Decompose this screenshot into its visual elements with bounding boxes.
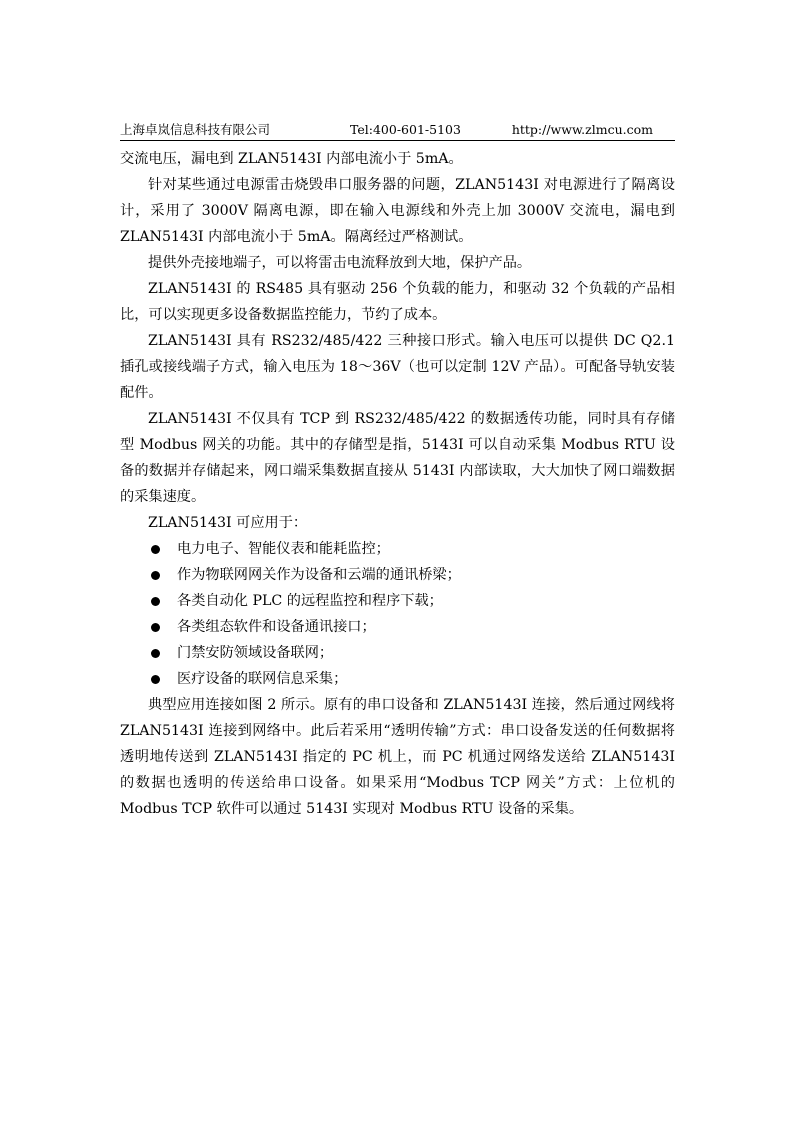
- header-website: http://www.zlmcu.com: [511, 122, 653, 137]
- paragraph-typical-application: 典型应用连接如图 2 所示。原有的串口设备和 ZLAN5143I 连接，然后通过网线将 ZLAN5143I 连接到网络中。此后若采用“透明传输”方式：串口设备发送的任何数据将透明地传送到 ZLAN5143I 指定的 PC 机上，而 PC 机通过网络发送给 ZLAN5143I 的数据也透明的传送给串口设备。如果采用“Modbus TCP 网关”方式：上位机的 Modbus TCP 软件可以通过 5143I 实现对 Modbus RTU 设备的采集。: [120, 697, 675, 817]
- list-item: [120, 562, 675, 588]
- document-body: [120, 146, 675, 822]
- list-item: [120, 614, 675, 640]
- paragraph-interfaces: ZLAN5143I 具有 RS232/485/422 三种接口形式。输入电压可以提供 DC Q2.1 插孔或接线端子方式，输入电压为 18～36V（也可以定制 12V 产品）。可配备导轨安装配件。: [120, 333, 675, 401]
- applications-list: [120, 536, 675, 692]
- list-item-text: 各类组态软件和设备通讯接口；: [177, 619, 376, 635]
- paragraph-applications-intro: ZLAN5143I 可应用于：: [148, 515, 308, 531]
- list-item: [120, 666, 675, 692]
- page-header: [120, 122, 675, 140]
- paragraph-isolation: 针对某些通过电源雷击烧毁串口服务器的问题，ZLAN5143I 对电源进行了隔离设计，采用了 3000V 隔离电源，即在输入电源线和外壳上加 3000V 交流电，漏电到 ZLAN5143I 内部电流小于 5mA。隔离经过严格测试。: [120, 177, 675, 245]
- header-telephone: Tel:400-601-5103: [350, 122, 461, 137]
- paragraph-grounding: 提供外壳接地端子，可以将雷击电流释放到大地，保护产品。: [148, 255, 532, 271]
- bullet-icon: [151, 649, 160, 658]
- list-item: [120, 588, 675, 614]
- list-item: [120, 640, 675, 666]
- list-item-text: 电力电子、智能仪表和能耗监控；: [177, 541, 390, 557]
- list-item: [120, 536, 675, 562]
- header-divider: [120, 140, 675, 141]
- header-company-name: 上海卓岚信息科技有限公司: [120, 122, 271, 137]
- bullet-icon: [151, 675, 160, 684]
- list-item-text: 作为物联网网关作为设备和云端的通讯桥梁；: [177, 567, 461, 583]
- paragraph-modbus: ZLAN5143I 不仅具有 TCP 到 RS232/485/422 的数据透传功能，同时具有存储型 Modbus 网关的功能。其中的存储型是指，5143I 可以自动采集 Modbus RTU 设备的数据并存储起来，网口端采集数据直接从 5143I 内部读取，大大加快了网口端数据的采集速度。: [120, 411, 675, 505]
- list-item-text: 医疗设备的联网信息采集；: [177, 671, 348, 687]
- list-item-text: 门禁安防领域设备联网；: [177, 645, 334, 661]
- bullet-icon: [151, 571, 160, 580]
- paragraph-rs485: ZLAN5143I 的 RS485 具有驱动 256 个负载的能力，和驱动 32 个负载的产品相比，可以实现更多设备数据监控能力，节约了成本。: [120, 281, 675, 323]
- paragraph-continuation: 交流电压，漏电到 ZLAN5143I 内部电流小于 5mA。: [120, 151, 463, 167]
- bullet-icon: [151, 597, 160, 606]
- bullet-icon: [151, 623, 160, 632]
- list-item-text: 各类自动化 PLC 的远程监控和程序下载；: [177, 593, 443, 609]
- bullet-icon: [151, 545, 160, 554]
